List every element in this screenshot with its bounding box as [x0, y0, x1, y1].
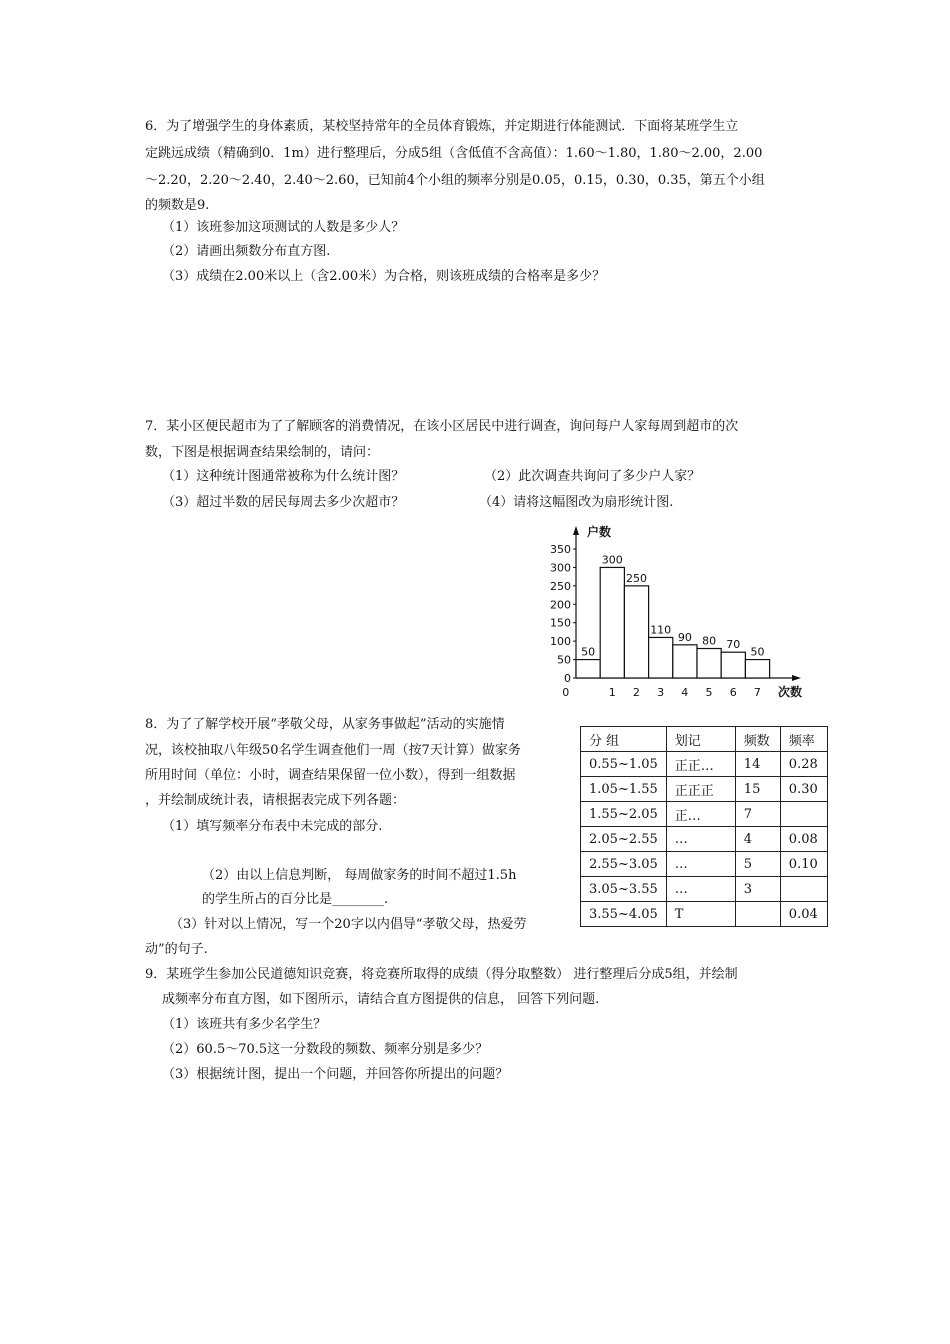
cell-rate: 0.04	[780, 902, 827, 927]
table-row	[581, 852, 828, 877]
cell-tally: …	[666, 827, 735, 852]
cell-rate	[780, 802, 827, 827]
q8-line-1: 8．为了了解学校开展“孝敬父母，从家务事做起”活动的实施情	[145, 717, 505, 732]
y-tick-label: 350	[550, 543, 571, 556]
cell-frequency: 7	[735, 802, 780, 827]
q8-sub-1: （1）填写频率分布表中未完成的部分.	[162, 819, 383, 834]
bar	[649, 637, 673, 678]
y-axis-title: 户数	[587, 525, 612, 539]
cell-group: 3.55~4.05	[581, 902, 667, 927]
cell-tally: T	[666, 902, 735, 927]
x-tick-label: 1	[608, 686, 616, 699]
q7-line-1: 7．某小区便民超市为了了解顾客的消费情况，在该小区居民中进行调查，询问每户人家每周到超市的次	[145, 419, 739, 434]
bar-value-label: 90	[677, 630, 692, 644]
cell-frequency: 4	[735, 827, 780, 852]
table-header-row	[581, 727, 828, 752]
q6-sub-1: （1）该班参加这项测试的人数是多少人？	[162, 220, 405, 235]
x-tick-label: 5	[705, 686, 713, 699]
x-tick-label: 6	[729, 686, 737, 699]
q6-sub-3: （3）成绩在2.00米以上（含2.00米）为合格，则该班成绩的合格率是多少？	[162, 269, 606, 284]
q7-sub-1: （1）这种统计图通常被称为什么统计图？	[162, 469, 405, 484]
cell-group: 3.05~3.55	[581, 877, 667, 902]
cell-frequency	[735, 902, 780, 927]
q8-sub-3b: 动”的句子.	[145, 942, 208, 957]
header-group: 分 组	[581, 727, 667, 752]
q8-line-2: 况，该校抽取八年级50名学生调查他们一周（按7天计算）做家务	[145, 743, 521, 758]
x-tick-label: 4	[681, 686, 689, 699]
q8-line-3: 所用时间（单位：小时，调查结果保留一位小数），得到一组数据	[145, 768, 516, 783]
q9-sub-2: （2）60.5～70.5这一分数段的频数、频率分别是多少？	[162, 1042, 489, 1057]
bar-value-label: 70	[726, 638, 741, 652]
bar-value-label: 80	[702, 634, 717, 648]
bar	[673, 645, 697, 678]
cell-tally: 正正…	[666, 752, 735, 777]
cell-group: 2.55~3.05	[581, 852, 667, 877]
bar-value-label: 110	[650, 623, 672, 637]
table-row	[581, 752, 828, 777]
cell-rate	[780, 877, 827, 902]
y-tick-label: 200	[550, 598, 571, 612]
table-row	[581, 827, 828, 852]
q9-sub-3: （3）根据统计图，提出一个问题，并回答你所提出的问题？	[162, 1067, 509, 1082]
bar-value-label: 50	[750, 645, 765, 659]
q8-sub-2a: （2）由以上信息判断， 每周做家务的时间不超过1.5h	[202, 868, 517, 883]
bars-group	[576, 553, 770, 678]
household-visits-bar-chart	[538, 520, 810, 705]
header-tally: 划记	[666, 727, 735, 752]
y-tick-label: 250	[550, 579, 571, 593]
q6-line-3: ～2.20，2.20～2.40，2.40～2.60，已知前4个小组的频率分别是0.05，0.15，0.30，0.35，第五个小组	[145, 173, 765, 188]
y-tick-label: 150	[550, 616, 571, 630]
x-tick-label: 7	[753, 686, 761, 699]
bar	[600, 567, 624, 678]
header-rate: 频率	[780, 727, 827, 752]
x-tick-label: 2	[632, 686, 640, 699]
frequency-table	[580, 726, 828, 927]
cell-rate: 0.30	[780, 777, 827, 802]
table-row	[581, 802, 828, 827]
cell-rate: 0.08	[780, 827, 827, 852]
table-row	[581, 777, 828, 802]
bar-value-label: 50	[581, 645, 596, 659]
bar-value-label: 300	[601, 553, 623, 567]
bar	[697, 649, 721, 678]
table-row	[581, 902, 828, 927]
cell-frequency: 5	[735, 852, 780, 877]
table-row	[581, 877, 828, 902]
q6-sub-2: （2）请画出频数分布直方图.	[162, 244, 331, 259]
cell-group: 0.55~1.05	[581, 752, 667, 777]
q7-sub-4: （4）请将这幅图改为扇形统计图.	[479, 495, 674, 510]
x-axis-title: 次数	[778, 685, 803, 699]
q6-line-4: 的频数是9.	[145, 198, 210, 213]
header-frequency: 频数	[735, 727, 780, 752]
cell-group: 1.05~1.55	[581, 777, 667, 802]
cell-tally: 正正正	[666, 777, 735, 802]
y-tick-label: 0	[564, 672, 571, 685]
q9-sub-1: （1）该班共有多少名学生？	[162, 1017, 327, 1032]
cell-tally: …	[666, 877, 735, 902]
bar	[624, 586, 648, 678]
q7-sub-3: （3）超过半数的居民每周去多少次超市？	[162, 495, 405, 510]
q8-sub-3a: （3）针对以上情况，写一个20字以内倡导“孝敬父母，热爱劳	[170, 917, 527, 932]
q9-line-1: 9．某班学生参加公民道德知识竞赛，将竞赛所取得的成绩（得分取整数） 进行整理后分成5组，并绘制	[145, 967, 738, 982]
cell-tally: …	[666, 852, 735, 877]
x-tick-label: 3	[657, 686, 665, 699]
bar	[576, 660, 600, 678]
x-tick-label: 0	[562, 686, 570, 699]
y-tick-label: 100	[550, 635, 571, 649]
q7-line-2: 数，下图是根据调查结果绘制的，请问：	[145, 445, 380, 460]
cell-rate: 0.10	[780, 852, 827, 877]
q8-line-4: ，并绘制成统计表，请根据表完成下列各题：	[145, 793, 406, 808]
q8-sub-2b: 的学生所占的百分比是________.	[202, 892, 389, 907]
cell-frequency: 15	[735, 777, 780, 802]
cell-frequency: 14	[735, 752, 780, 777]
q6-line-1: 6．为了增强学生的身体素质，某校坚持常年的全员体育锻炼，并定期进行体能测试．下面将某班学生立	[145, 119, 739, 134]
y-tick-label: 300	[550, 561, 571, 575]
cell-group: 2.05~2.55	[581, 827, 667, 852]
bar-value-label: 250	[626, 571, 647, 585]
cell-tally: 正…	[666, 802, 735, 827]
cell-frequency: 3	[735, 877, 780, 902]
q6-line-2: 定跳远成绩（精确到0．1m）进行整理后，分成5组（含低值不含高值）：1.60～1.80，1.80～2.00，2.00	[145, 146, 763, 161]
cell-group: 1.55~2.05	[581, 802, 667, 827]
q9-line-2: 成频率分布直方图，如下图所示，请结合直方图提供的信息， 回答下列问题.	[162, 992, 600, 1007]
bar	[745, 660, 769, 678]
bar	[721, 652, 745, 678]
y-tick-label: 50	[557, 653, 571, 667]
cell-rate: 0.28	[780, 752, 827, 777]
q7-sub-2: （2）此次调查共询问了多少户人家？	[484, 469, 701, 484]
